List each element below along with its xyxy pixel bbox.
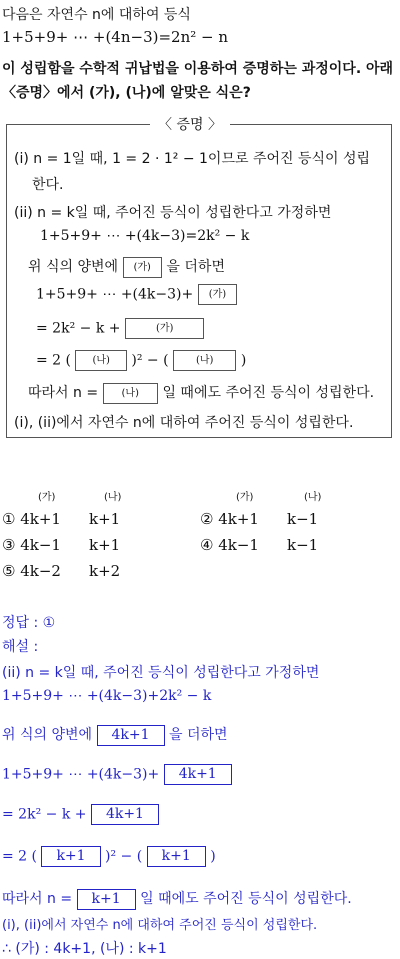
question-equation: 1+5+9+ ⋯ +(4n−3)=2n² − n [2,28,229,46]
explanation-line-2: 1+5+9+ ⋯ +(4k−3)+2k² − k [2,688,212,704]
choice-1[interactable]: ① 4k+1 k+1 [2,510,121,528]
choice-4[interactable]: ④ 4k−1 k−1 [200,536,319,554]
choice-3[interactable]: ③ 4k−1 k+1 [2,536,121,554]
proof-ii-eq1: 1+5+9+ ⋯ +(4k−3)=2k² − k [40,228,250,244]
explanation-line-6: = 2 ( k+1 )² − ( k+1 ) [2,846,216,867]
answer-line: 정답 : ① [2,615,56,631]
blank-na: (나) [173,350,236,371]
proof-ii-line1: (ii) n = k일 때, 주어진 등식이 성립한다고 가정하면 [14,205,332,221]
explanation-line-3: 위 식의 양변에 4k+1 을 더하면 [2,724,228,746]
answer-box-ga: 4k+1 [97,725,165,746]
answer-box-na: k+1 [77,889,136,910]
answer-box-na: k+1 [147,846,206,867]
proof-ii-thus: 따라서 n = (나) 일 때에도 주어진 등식이 성립한다. [28,382,374,404]
proof-ii-both-sides: 위 식의 양변에 (가) 을 더하면 [28,256,225,278]
proof-i-line1: (i) n = 1일 때, 1 = 2 · 1² − 1이므로 주어진 등식이 성립 [14,151,371,167]
proof-ii-eq2: 1+5+9+ ⋯ +(4k−3)+ (가) [36,284,237,305]
choice-header-na: (나) [104,492,122,503]
choice-2[interactable]: ② 4k+1 k−1 [200,510,319,528]
choice-header-ga: (가) [38,492,56,503]
blank-na: (나) [75,350,126,371]
choice-header-ga: (가) [236,492,254,503]
question-line-3: 이 성립함을 수학적 귀납법을 이용하여 증명하는 과정이다. 아래 [2,61,394,77]
blank-na: (나) [103,383,158,404]
blank-ga: (가) [125,318,204,339]
proof-i-line2: 한다. [32,177,64,193]
proof-conclusion: (i), (ii)에서 자연수 n에 대하여 주어진 등식이 성립한다. [14,415,354,431]
explanation-label: 해설 : [2,639,39,655]
explanation-line-9: ∴ (가) : 4k+1, (나) : k+1 [2,941,167,957]
answer-box-na: k+1 [41,846,100,867]
blank-ga: (가) [123,257,162,278]
answer-box-ga: 4k+1 [91,804,159,825]
explanation-line-4: 1+5+9+ ⋯ +(4k−3)+ 4k+1 [2,764,232,785]
explanation-line-7: 따라서 n = k+1 일 때에도 주어진 등식이 성립한다. [2,888,352,910]
answer-box-ga: 4k+1 [164,764,232,785]
choice-header-na: (나) [304,492,322,503]
explanation-line-1: (ii) n = k일 때, 주어진 등식이 성립한다고 가정하면 [2,665,320,681]
question-line-1: 다음은 자연수 n에 대하여 등식 [2,7,191,23]
choice-5[interactable]: ⑤ 4k−2 k+2 [2,562,121,580]
explanation-line-8: (i), (ii)에서 자연수 n에 대하여 주어진 등식이 성립한다. [2,918,318,933]
proof-title: 〈 증명 〉 [150,114,230,134]
proof-ii-eq4: = 2 ( (나) )² − ( (나) ) [36,350,246,371]
explanation-line-5: = 2k² − k + 4k+1 [2,804,159,825]
question-line-4: 〈증명〉에서 (가), (나)에 알맞은 식은? [2,85,251,101]
proof-ii-eq3: = 2k² − k + (가) [36,318,204,339]
blank-ga: (가) [198,284,237,305]
